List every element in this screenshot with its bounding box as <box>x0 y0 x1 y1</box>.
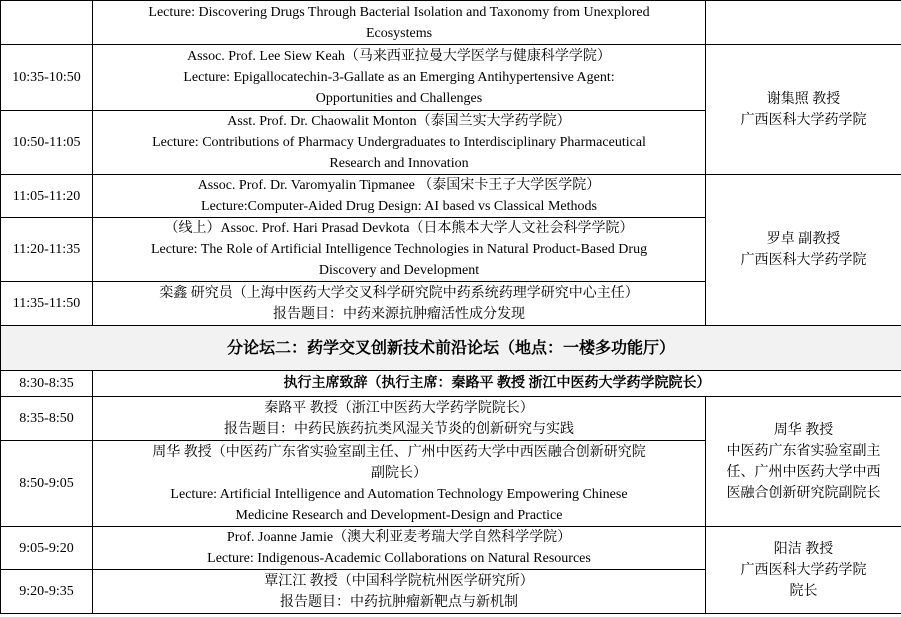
time-cell: 8:30-8:35 <box>1 371 93 397</box>
talk-cell <box>93 282 706 326</box>
talk-line: Lecture:Computer-Aided Drug Design: AI based vs Classical Methods <box>201 199 597 214</box>
talk-cell <box>93 111 706 175</box>
speaker-line: （线上）Assoc. Prof. Hari Prasad Devkota（日本熊本大学人文社会科学学院） <box>164 221 634 236</box>
time-cell: 9:05-9:20 <box>1 527 93 570</box>
time-cell: 9:20-9:35 <box>1 570 93 614</box>
opening-remarks: 执行主席致辞（执行主席：秦路平 教授 浙江中医药大学药学院院长） <box>93 371 901 397</box>
time-cell: 8:35-8:50 <box>1 397 93 441</box>
speaker-line: 覃江江 教授（中国科学院杭州医学研究所） <box>264 573 534 589</box>
talk-cell <box>93 175 706 218</box>
chair-affiliation: 医融合创新研究院副院长 <box>726 485 881 501</box>
talk-cell <box>93 218 706 282</box>
table-row <box>1 371 901 397</box>
forum-title: 分论坛二：药学交叉创新技术前沿论坛（地点：一楼多功能厅） <box>1 326 901 371</box>
chair-affiliation: 广西医科大学药学院 <box>740 253 867 268</box>
speaker-line: 周华 教授（中医药广东省实验室副主任、广州中医药大学中西医融合创新研究院 <box>152 444 646 460</box>
talk-line: Opportunities and Challenges <box>315 91 483 106</box>
table-row <box>1 1 901 45</box>
talk-line: 报告题目：中药来源抗肿瘤活性成分发现 <box>273 306 525 322</box>
speaker-line: Assoc. Prof. Dr. Varomyalin Tipmanee （泰国宋卡王子大学医学院） <box>197 178 601 193</box>
talk-line: Discovery and Development <box>318 263 480 278</box>
talk-line: Research and Innovation <box>329 156 469 171</box>
chair-affiliation: 中医药广东省实验室副主 <box>726 443 881 459</box>
speaker-line: 秦路平 教授（浙江中医药大学药学院院长） <box>264 400 534 416</box>
table-row <box>1 397 901 441</box>
talk-cell <box>93 441 706 527</box>
chair-name: 罗卓 副教授 <box>766 232 841 247</box>
speaker-line: 栾鑫 研究员（上海中医药大学交叉科学研究院中药系统药理学研究中心主任） <box>159 285 639 301</box>
chair-cell <box>706 175 901 326</box>
speaker-line: Prof. Joanne Jamie（澳大利亚麦考瑞大学自然科学学院） <box>226 530 572 545</box>
table-row <box>1 45 901 111</box>
chair-affiliation: 院长 <box>789 583 818 599</box>
speaker-line: Assoc. Prof. Lee Siew Keah（马来西亚拉曼大学医学与健康科学学院） <box>187 49 611 64</box>
talk-line: Lecture: Discovering Drugs Through Bacterial Isolation and Taxonomy from Unexplored <box>148 4 650 20</box>
time-cell: 10:50-11:05 <box>1 111 93 175</box>
speaker-line: 副院长） <box>371 465 427 481</box>
talk-line: Lecture: Indigenous-Academic Collaborations on Natural Resources <box>207 551 591 566</box>
talk-line: Lecture: Contributions of Pharmacy Undergraduates to Interdisciplinary Pharmaceutical <box>152 135 646 150</box>
time-cell: 10:35-10:50 <box>1 45 93 111</box>
chair-affiliation: 广西医科大学药学院 <box>740 112 867 128</box>
talk-line: Lecture: Artificial Intelligence and Automation Technology Empowering Chinese <box>170 486 628 502</box>
chair-affiliation: 任、广州中医药大学中西 <box>726 464 881 480</box>
table-row <box>1 175 901 218</box>
talk-line: Ecosystems <box>365 25 433 41</box>
talk-cell <box>93 1 706 45</box>
time-cell: 8:50-9:05 <box>1 441 93 527</box>
chair-name: 阳洁 教授 <box>773 541 834 557</box>
chair-name: 周华 教授 <box>773 422 834 438</box>
time-cell: 11:20-11:35 <box>1 218 93 282</box>
time-cell <box>1 1 93 45</box>
chair-name: 谢集照 教授 <box>766 91 841 107</box>
chair-cell-empty <box>706 1 901 45</box>
talk-cell <box>93 397 706 441</box>
talk-line: 报告题目：中药民族药抗类风湿关节炎的创新研究与实践 <box>224 421 574 437</box>
section-header-row <box>1 326 901 371</box>
table-row <box>1 527 901 570</box>
talk-line: Lecture: The Role of Artificial Intelligence Technologies in Natural Product-Based Drug <box>150 242 648 257</box>
time-cell: 11:05-11:20 <box>1 175 93 218</box>
chair-cell <box>706 397 901 527</box>
speaker-line: Asst. Prof. Dr. Chaowalit Monton（泰国兰实大学药学院） <box>227 114 571 129</box>
chair-cell <box>706 45 901 175</box>
talk-line: 报告题目：中药抗肿瘤新靶点与新机制 <box>280 594 518 610</box>
chair-affiliation: 广西医科大学药学院 <box>740 562 867 578</box>
time-cell: 11:35-11:50 <box>1 282 93 326</box>
talk-line: Lecture: Epigallocatechin-3-Gallate as an Emerging Antihypertensive Agent: <box>183 70 615 85</box>
talk-cell <box>93 45 706 111</box>
talk-line: Medicine Research and Development-Design and Practice <box>235 507 563 523</box>
talk-cell <box>93 527 706 570</box>
chair-cell <box>706 527 901 614</box>
talk-cell <box>93 570 706 614</box>
